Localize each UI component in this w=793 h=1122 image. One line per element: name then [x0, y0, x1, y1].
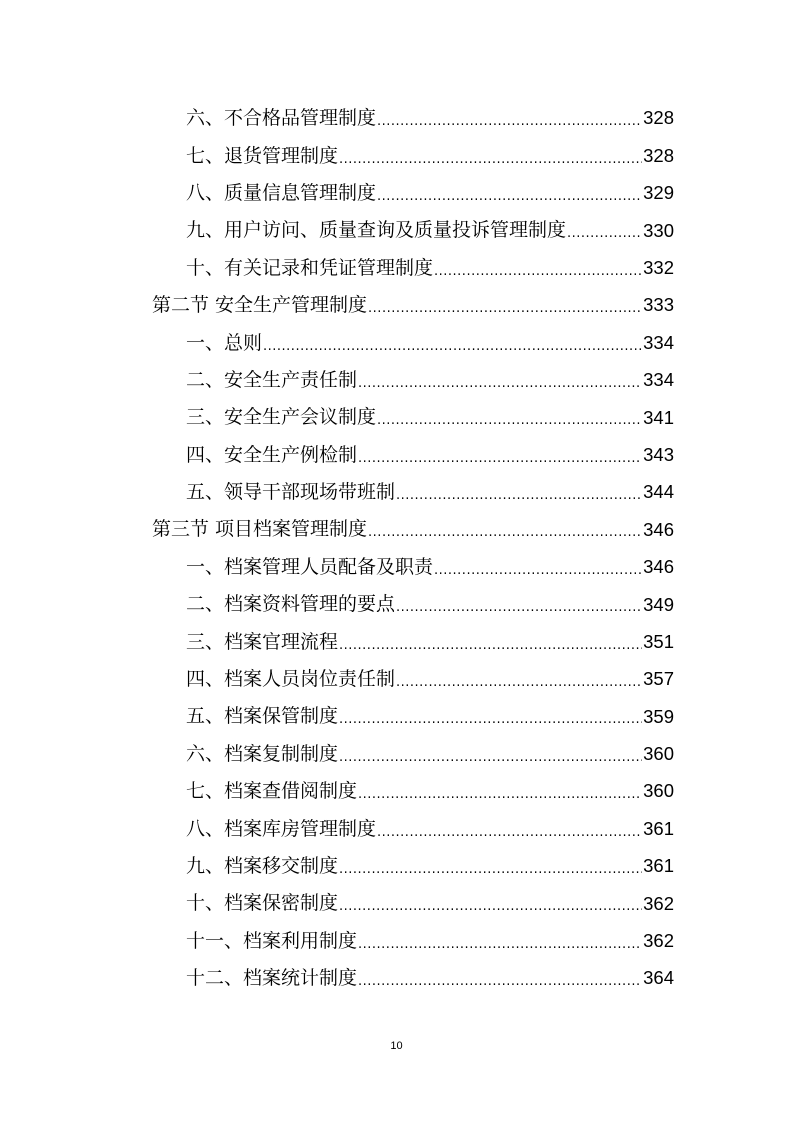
toc-entry-page: 364	[643, 967, 674, 989]
toc-entry	[152, 773, 674, 810]
toc-entry-title: 十二、档案统计制度	[186, 967, 358, 990]
toc-entry-title: 五、领导干部现场带班制	[186, 481, 396, 504]
toc-entry	[152, 362, 674, 399]
dot-leader	[434, 564, 642, 577]
toc-entry	[152, 960, 674, 997]
toc-entry	[152, 586, 674, 623]
toc-entry-title: 一、总则	[186, 331, 263, 354]
dot-leader	[358, 938, 642, 951]
toc-section-entry	[152, 511, 674, 548]
dot-leader	[339, 751, 642, 764]
toc-entry	[152, 137, 674, 174]
toc-entry-page: 362	[643, 930, 674, 952]
toc-entry-page: 344	[643, 481, 674, 503]
toc-section-entry	[152, 287, 674, 324]
toc-entry-title: 五、档案保管制度	[186, 705, 339, 728]
toc-entry	[152, 810, 674, 847]
toc-entry-title: 八、档案库房管理制度	[186, 817, 377, 840]
dot-leader	[567, 227, 642, 240]
dot-leader	[377, 190, 642, 203]
dot-leader	[339, 713, 642, 726]
toc-entry-title: 四、档案人员岗位责任制	[186, 668, 396, 691]
toc-entry-title: 六、档案复制制度	[186, 742, 339, 765]
dot-leader	[358, 377, 642, 390]
toc-entry-page: 341	[643, 406, 674, 428]
dot-leader	[339, 639, 642, 652]
toc-entry-title: 八、质量信息管理制度	[186, 181, 377, 204]
toc-entry-page: 346	[643, 556, 674, 578]
toc-entry-page: 328	[643, 107, 674, 129]
dot-leader	[434, 265, 642, 278]
toc-entry-page: 360	[643, 780, 674, 802]
page-number: 10	[390, 1040, 403, 1052]
toc-entry-page: 359	[643, 705, 674, 727]
toc-entry-page: 360	[643, 743, 674, 765]
toc-entry-title: 三、档案官理流程	[186, 630, 339, 653]
toc-entry-title: 七、档案查借阅制度	[186, 780, 358, 803]
toc-entry	[152, 661, 674, 698]
toc-entry-page: 361	[643, 817, 674, 839]
dot-leader	[396, 676, 642, 689]
toc-entry-page: 349	[643, 593, 674, 615]
toc-entry	[152, 549, 674, 586]
dot-leader	[339, 863, 642, 876]
toc-entry-title: 第三节 项目档案管理制度	[152, 518, 368, 541]
table-of-contents	[152, 100, 674, 997]
toc-entry	[152, 623, 674, 660]
toc-entry	[152, 324, 674, 361]
toc-entry	[152, 698, 674, 735]
toc-entry-page: 346	[643, 518, 674, 540]
toc-entry-title: 四、安全生产例检制	[186, 443, 358, 466]
toc-entry	[152, 474, 674, 511]
toc-entry-page: 351	[643, 630, 674, 652]
toc-entry	[152, 923, 674, 960]
dot-leader	[377, 826, 642, 839]
dot-leader	[263, 340, 642, 353]
toc-entry-title: 十、有关记录和凭证管理制度	[186, 256, 434, 279]
toc-entry	[152, 736, 674, 773]
toc-entry	[152, 175, 674, 212]
dot-leader	[377, 414, 642, 427]
toc-entry	[152, 399, 674, 436]
toc-entry-title: 七、退货管理制度	[186, 144, 339, 167]
toc-entry-page: 329	[643, 182, 674, 204]
toc-entry-page: 328	[643, 144, 674, 166]
dot-leader	[368, 526, 642, 539]
toc-entry-title: 一、档案管理人员配备及职责	[186, 555, 434, 578]
toc-entry	[152, 885, 674, 922]
toc-entry-page: 333	[643, 294, 674, 316]
toc-entry-title: 九、用户访问、质量查询及质量投诉管理制度	[186, 219, 567, 242]
dot-leader	[339, 900, 642, 913]
toc-entry-title: 第二节 安全生产管理制度	[152, 294, 368, 317]
dot-leader	[377, 115, 642, 128]
toc-entry-page: 362	[643, 892, 674, 914]
toc-entry-page: 361	[643, 855, 674, 877]
dot-leader	[358, 975, 642, 988]
dot-leader	[396, 601, 642, 614]
toc-entry-title: 二、档案资料管理的要点	[186, 593, 396, 616]
toc-entry	[152, 848, 674, 885]
dot-leader	[396, 489, 642, 502]
toc-entry	[152, 437, 674, 474]
dot-leader	[358, 788, 642, 801]
toc-entry-title: 九、档案移交制度	[186, 855, 339, 877]
toc-entry-title: 二、安全生产责任制	[186, 368, 358, 391]
toc-entry-title: 十一、档案利用制度	[186, 929, 358, 952]
toc-entry-title: 十、档案保密制度	[186, 892, 339, 915]
toc-entry-page: 357	[643, 668, 674, 690]
dot-leader	[339, 153, 642, 166]
dot-leader	[368, 302, 642, 315]
toc-entry	[152, 250, 674, 287]
toc-entry-title: 三、安全生产会议制度	[186, 406, 377, 429]
toc-entry-page: 330	[643, 219, 674, 241]
toc-entry-title: 六、不合格品管理制度	[186, 107, 377, 130]
toc-entry	[152, 100, 674, 137]
toc-entry-page: 343	[643, 443, 674, 465]
toc-entry	[152, 212, 674, 249]
toc-entry-page: 334	[643, 369, 674, 391]
toc-entry-page: 334	[643, 331, 674, 353]
dot-leader	[358, 452, 642, 465]
toc-entry-page: 332	[643, 257, 674, 278]
